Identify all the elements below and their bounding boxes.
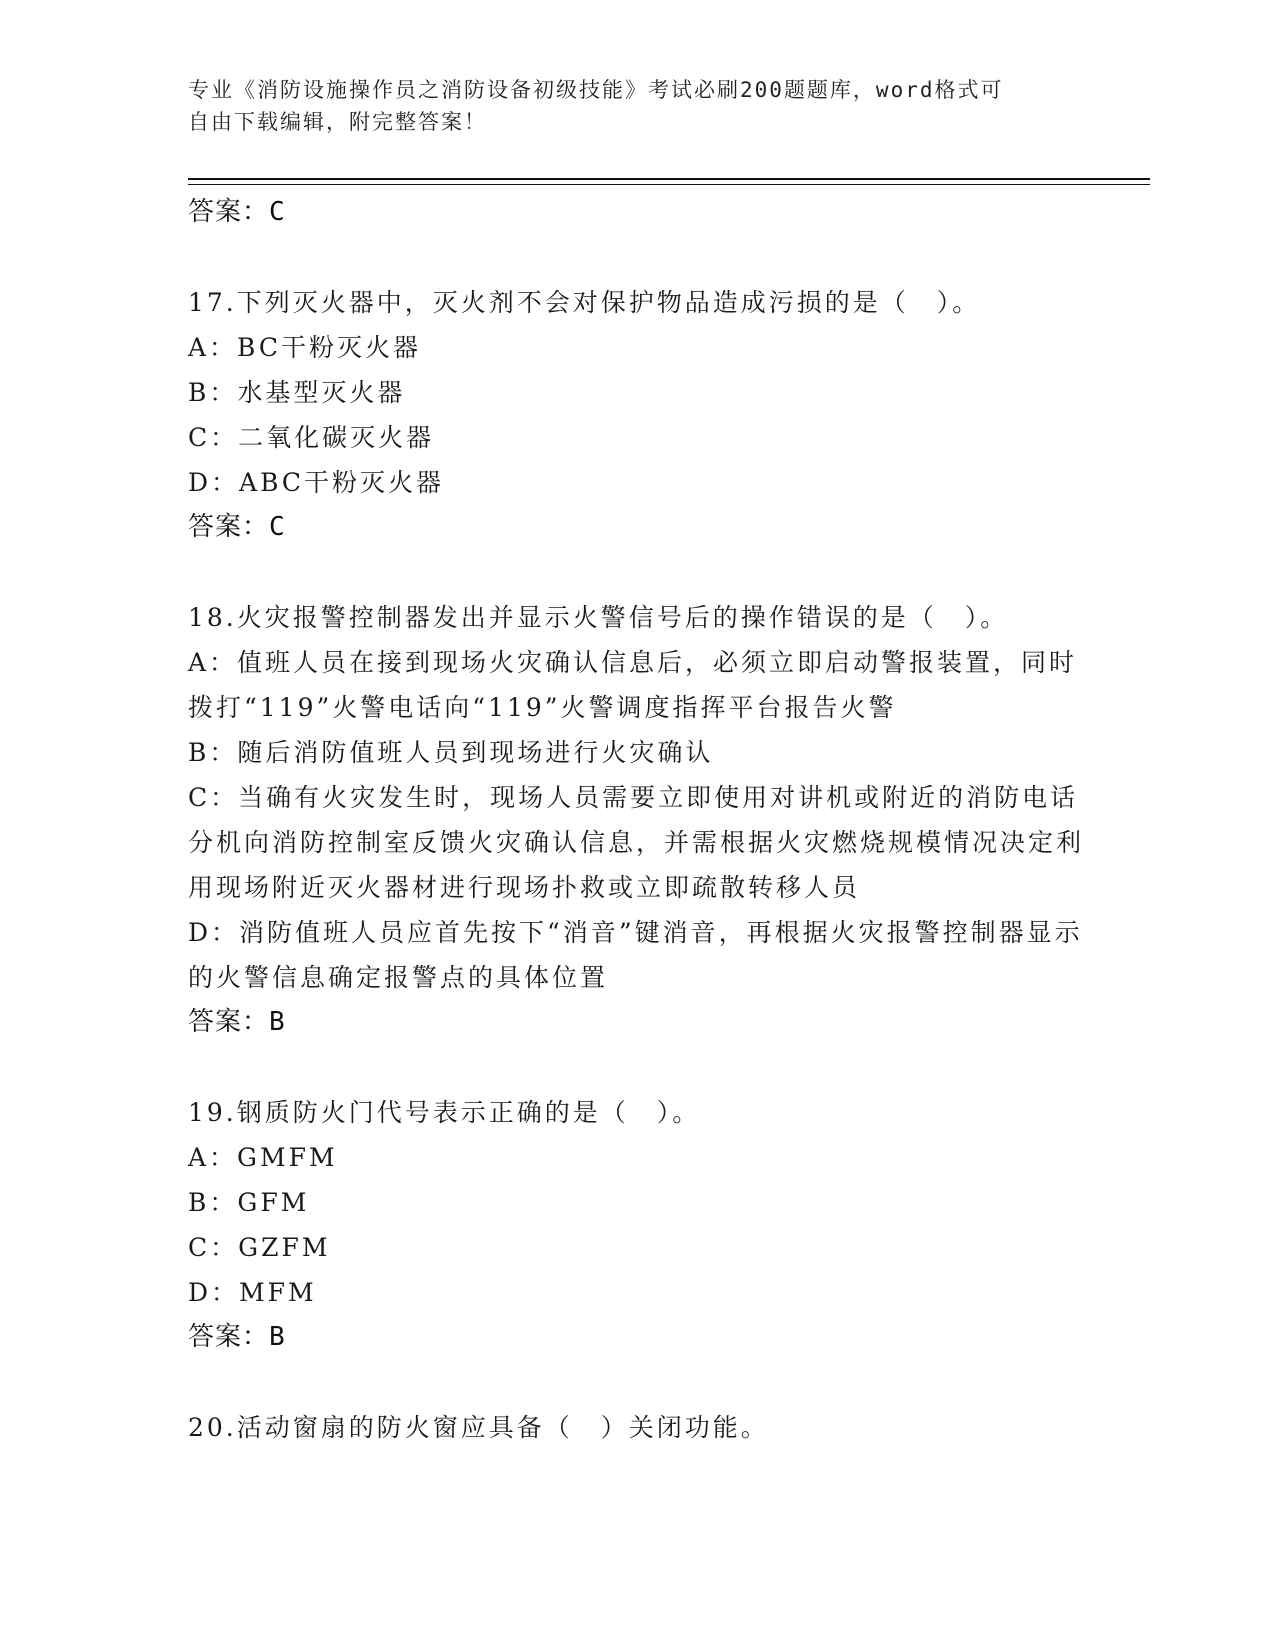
option-d: D：消防值班人员应首先按下“消音”键消音，再根据火灾报警控制器显示的火警信息确定报警点的具体位置 — [188, 918, 1083, 992]
option-a: A：GMFM — [188, 1143, 338, 1172]
header-divider-thin — [188, 184, 1150, 185]
answer: 答案：C — [188, 512, 286, 542]
answer: 答案：B — [188, 1322, 286, 1352]
question-stem: 19.钢质防火门代号表示正确的是（ ）。 — [188, 1098, 701, 1127]
header-line-2: 自由下载编辑，附完整答案！ — [188, 110, 487, 134]
question-19 — [188, 1090, 1088, 1359]
option-a: A：BC干粉灭火器 — [188, 333, 422, 362]
question-list — [188, 190, 1088, 1450]
question-stem: 17.下列灭火器中，灭火剂不会对保护物品造成污损的是（ ）。 — [188, 288, 981, 317]
page-header — [188, 74, 1068, 138]
question-stem: 20.活动窗扇的防火窗应具备（ ）关闭功能。 — [188, 1413, 769, 1442]
option-b: B：水基型灭火器 — [188, 378, 406, 407]
answer: 答案：B — [188, 1007, 286, 1037]
header-line-1: 专业《消防设施操作员之消防设备初级技能》考试必刷200题题库，word格式可 — [188, 78, 1004, 102]
option-d: D：MFM — [188, 1278, 317, 1307]
question-18 — [188, 595, 1088, 1044]
option-d: D：ABC干粉灭火器 — [188, 468, 445, 497]
question-20 — [188, 1405, 1088, 1450]
option-a: A：值班人员在接到现场火灾确认信息后，必须立即启动警报装置，同时拨打“119”火警电话向“119”火警调度指挥平台报告火警 — [188, 648, 1078, 722]
option-c: C：GZFM — [188, 1233, 331, 1262]
option-b: B：GFM — [188, 1188, 310, 1217]
header-divider-thick — [188, 178, 1150, 180]
option-b: B：随后消防值班人员到现场进行火灾确认 — [188, 738, 714, 767]
option-c: C：当确有火灾发生时，现场人员需要立即使用对讲机或附近的消防电话分机向消防控制室反馈火灾确认信息，并需根据火灾燃烧规模情况决定利用现场附近灭火器材进行现场扑救或立即疏散转移人员 — [188, 783, 1085, 902]
question-17 — [188, 280, 1088, 549]
question-stem: 18.火灾报警控制器发出并显示火警信号后的操作错误的是（ ）。 — [188, 603, 1009, 632]
previous-answer: 答案：C — [188, 197, 286, 227]
option-c: C：二氧化碳灭火器 — [188, 423, 435, 452]
